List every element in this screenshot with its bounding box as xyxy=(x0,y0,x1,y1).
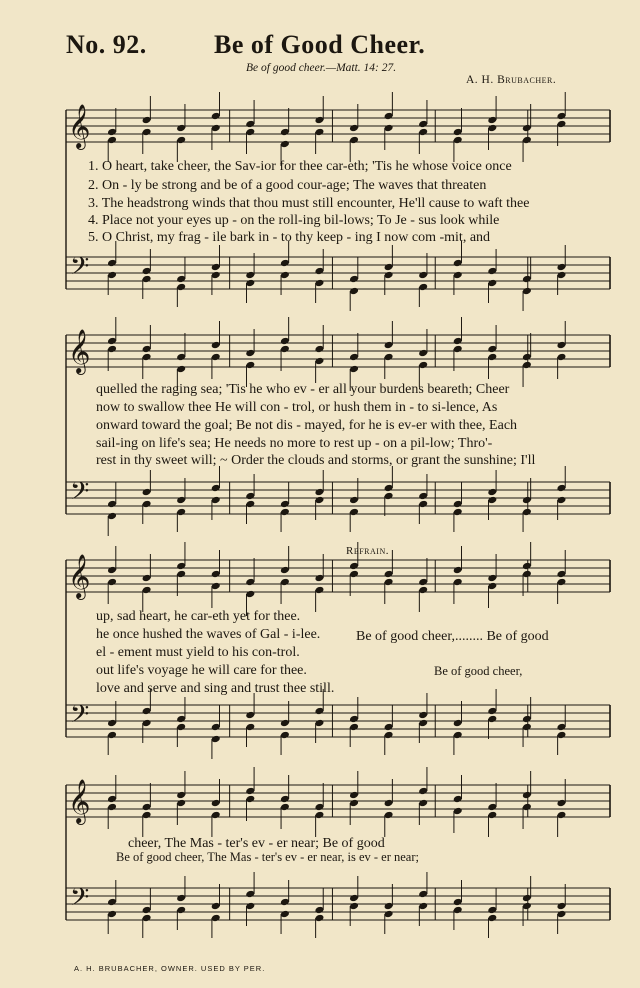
verse-line: 3. The headstrong winds that thou must still encounter, He'll cause to waft thee xyxy=(88,196,530,211)
verse-line: 2. On - ly be strong and be of a good cour-age; The waves that threaten xyxy=(88,178,487,193)
treble-clef-icon: 𝄞 xyxy=(68,104,91,148)
refrain-lyric: cheer, The Mas - ter's ev - er near; Be of good xyxy=(128,836,385,851)
verse-line: now to swallow thee He will con - trol, or hush them in - to si-lence, As xyxy=(96,400,498,415)
verse-line: 4. Place not your eyes up - on the roll-ing bil-lows; To Je - sus look while xyxy=(88,213,500,228)
verse-line: quelled the raging sea; 'Tis he who ev - er all your burdens beareth; Cheer xyxy=(96,382,510,397)
verse-line: rest in thy sweet will; ~ Order the clouds and storms, or grant the sunshine; I'll xyxy=(96,453,536,468)
bass-clef-icon: 𝄢 xyxy=(70,477,90,512)
verse-line: onward toward the goal; Be not dis - mayed, for he is ev-er with thee, Each xyxy=(96,418,518,433)
refrain-bass-lyric: Be of good cheer, The Mas - ter's ev - er near, is ev - er near; xyxy=(116,850,419,864)
copyright-footer: A. H. BRUBACHER, OWNER. USED BY PER. xyxy=(74,964,266,973)
refrain-label: Refrain. xyxy=(346,545,389,557)
treble-clef-icon: 𝄞 xyxy=(68,329,91,373)
treble-clef-icon: 𝄞 xyxy=(68,779,91,823)
verse-line: out life's voyage he will care for thee. xyxy=(96,663,307,678)
verse-line: love and serve and sing and trust thee still. xyxy=(96,681,335,696)
treble-clef-icon: 𝄞 xyxy=(68,554,91,598)
refrain-bass-lyric: Be of good cheer, xyxy=(434,664,523,678)
bass-clef-icon: 𝄢 xyxy=(70,252,90,287)
refrain-lyric: Be of good cheer,........ Be of good xyxy=(356,629,549,644)
scripture-reference: Be of good cheer.—Matt. 14: 27. xyxy=(246,62,397,74)
verse-line: up, sad heart, he car-eth yet for thee. xyxy=(96,609,301,624)
verse-line: he once hushed the waves of Gal - i-lee. xyxy=(96,627,321,642)
verse-line: 1. O heart, take cheer, the Sav-ior for thee car-eth; 'Tis he whose voice once xyxy=(88,159,512,174)
hymn-title: Be of Good Cheer. xyxy=(214,30,426,59)
verse-line: sail-ing on life's sea; He needs no more to rest up - on a pil-low; Thro'- xyxy=(96,436,493,451)
hymn-number: No. 92. xyxy=(66,30,147,59)
bass-clef-icon: 𝄢 xyxy=(70,700,90,735)
bass-clef-icon: 𝄢 xyxy=(70,883,90,918)
composer-credit: A. H. Brubacher. xyxy=(466,74,557,86)
verse-line: el - ement must yield to his con-trol. xyxy=(96,645,300,660)
verse-line: 5. O Christ, my frag - ile bark in - to thy keep - ing I now com -mit, and xyxy=(88,230,491,245)
